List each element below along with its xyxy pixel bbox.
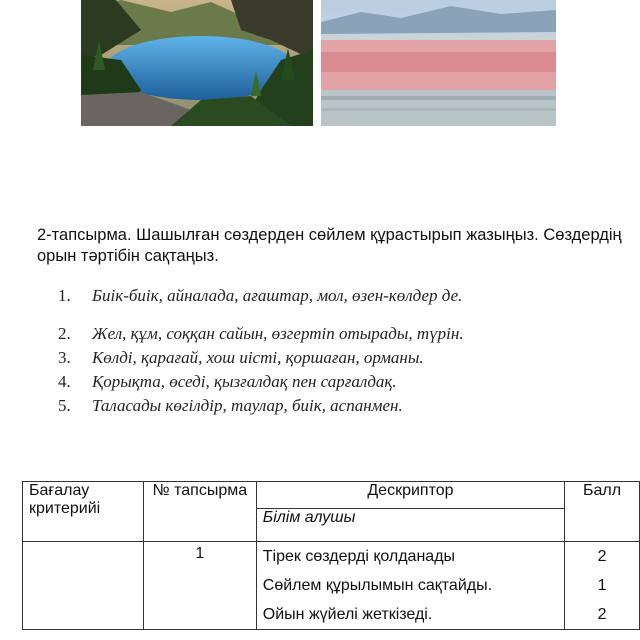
subheader-learner: Білім алушы <box>256 509 564 542</box>
score-cell: 1 <box>565 571 640 600</box>
flamingo-photo-image <box>321 0 556 126</box>
score-cell: 2 <box>565 600 640 630</box>
flamingo-photo <box>321 0 556 126</box>
list-item-text: Көлді, қарағай, хош иісті, қоршаған, орманы. <box>92 348 424 367</box>
list-item-number: 2. <box>58 324 71 343</box>
list-item <box>58 324 464 344</box>
list-item-number: 3. <box>58 348 71 367</box>
descriptor-cell: Тірек сөздерді қолданады <box>256 542 564 572</box>
header-task-number: № тапсырма <box>143 482 256 542</box>
list-item <box>58 286 462 306</box>
descriptor-cell: Сөйлем құрылымын сақтайды. <box>256 571 564 600</box>
list-item-number: 4. <box>58 372 71 391</box>
task-title: 2-тапсырма. Шашылған сөздерден сөйлем құрастырып жазыңыз. Сөздердің орын тәртібін сақтаңыз. <box>37 226 622 265</box>
list-item-text: Таласады көгілдір, таулар, биік, аспанмен. <box>92 396 403 415</box>
table-row <box>23 542 640 572</box>
lake-photo <box>81 0 313 126</box>
list-item-number: 5. <box>58 396 71 415</box>
list-item-text: Биік-биік, айналада, ағаштар, мол, өзен-көлдер де. <box>92 286 463 305</box>
assessment-table <box>22 481 640 630</box>
lake-photo-image <box>81 0 313 126</box>
criteria-cell <box>23 542 144 630</box>
list-item <box>58 348 424 368</box>
list-item-number: 1. <box>58 286 71 305</box>
header-criteria: Бағалау критерийі <box>23 482 144 542</box>
score-cell: 2 <box>565 542 640 572</box>
list-item <box>58 396 403 416</box>
header-score: Балл <box>565 482 640 542</box>
list-item-text: Қорықта, өседі, қызғалдақ пен сарғалдақ. <box>92 372 397 391</box>
header-descriptor: Дескриптор <box>256 482 564 509</box>
task-number-cell: 1 <box>143 542 256 630</box>
descriptor-cell: Ойын жүйелі жеткізеді. <box>256 600 564 630</box>
table-header-row <box>23 482 640 509</box>
list-item-text: Жел, құм, соққан сайын, өзгертіп отырады, түрін. <box>92 324 464 343</box>
list-item <box>58 372 397 392</box>
